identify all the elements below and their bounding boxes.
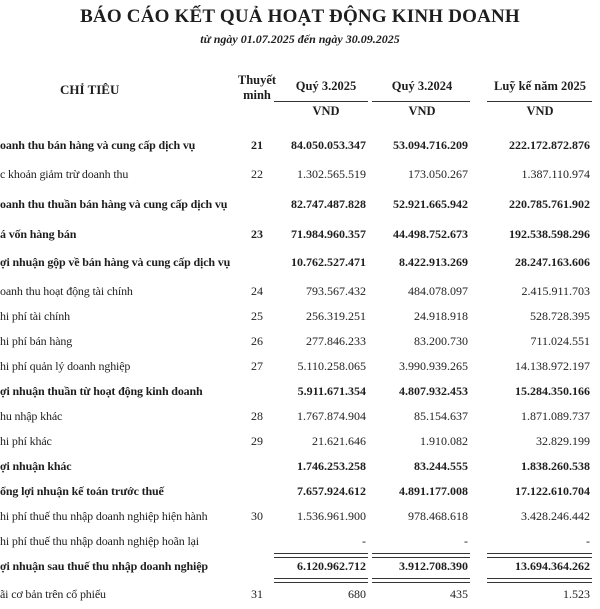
- value-ytd-2025: 13.694.364.262: [515, 559, 590, 573]
- value-ytd-2025: 711.024.551: [530, 334, 590, 348]
- report-title: BÁO CÁO KẾT QUẢ HOẠT ĐỘNG KINH DOANH: [80, 6, 520, 27]
- table-row: [0, 459, 600, 481]
- value-q3-2025: 256.319.251: [306, 309, 366, 323]
- double-rule: [274, 578, 368, 583]
- table-row: [0, 384, 600, 406]
- value-q3-2024: 85.154.637: [414, 409, 468, 423]
- table-row: [0, 167, 600, 189]
- double-rule: [274, 553, 368, 558]
- row-label: ợi nhuận khác: [0, 459, 72, 473]
- value-ytd-2025: 1.871.089.737: [521, 409, 590, 423]
- value-q3-2025: 5.110.258.065: [297, 359, 366, 373]
- unit-col2: VND: [408, 104, 436, 118]
- value-q3-2024: 435: [450, 587, 468, 601]
- table-row: [0, 334, 600, 356]
- row-label: oanh thu bán hàng và cung cấp dịch vụ: [0, 138, 196, 152]
- value-q3-2024: 8.422.913.269: [399, 255, 468, 269]
- value-q3-2024: 52.921.665.942: [393, 197, 468, 211]
- row-note: 28: [251, 409, 263, 423]
- value-q3-2024: 24.918.918: [414, 309, 468, 323]
- header-col-q3-2025: Quý 3.2025: [295, 79, 357, 93]
- value-ytd-2025: 15.284.350.166: [515, 384, 590, 398]
- table-row: [0, 587, 600, 609]
- row-label: ợi nhuận sau thuế thu nhập doanh nghiệp: [0, 559, 208, 573]
- row-label: ợi nhuận thuần từ hoạt động kinh doanh: [0, 384, 203, 398]
- value-q3-2024: -: [464, 534, 468, 548]
- header-note-line2: minh: [243, 88, 271, 102]
- row-note: 29: [251, 434, 263, 448]
- row-label: ợi nhuận gộp về bán hàng và cung cấp dịch vụ: [0, 255, 231, 269]
- value-ytd-2025: -: [586, 534, 590, 548]
- table-row: [0, 409, 600, 431]
- report-period: từ ngày 01.07.2025 đến ngày 30.09.2025: [200, 32, 400, 46]
- value-q3-2024: 3.912.708.390: [399, 559, 468, 573]
- row-note: 26: [251, 334, 263, 348]
- row-label: á vốn hàng bán: [0, 227, 77, 241]
- value-q3-2025: 1.302.565.519: [297, 167, 366, 181]
- value-q3-2024: 484.078.097: [408, 284, 468, 298]
- unit-col3: VND: [526, 104, 554, 118]
- header-note-line1: Thuyết: [237, 73, 277, 87]
- row-note: 25: [251, 309, 263, 323]
- value-q3-2025: 10.762.527.471: [291, 255, 366, 269]
- table-row: [0, 309, 600, 331]
- row-label: hi phí tài chính: [0, 309, 70, 323]
- value-ytd-2025: 32.829.199: [536, 434, 590, 448]
- unit-col1: VND: [312, 104, 340, 118]
- double-rule: [487, 578, 592, 583]
- row-label: hi phí quản lý doanh nghiệp: [0, 359, 131, 373]
- row-label: hi phí bán hàng: [0, 334, 73, 348]
- header-col-ytd-2025: Luỹ kế năm 2025: [493, 79, 587, 93]
- value-q3-2024: 53.094.716.209: [393, 138, 468, 152]
- value-ytd-2025: 1.387.110.974: [521, 167, 590, 181]
- value-ytd-2025: 14.138.972.197: [515, 359, 590, 373]
- value-q3-2024: 4.891.177.008: [399, 484, 468, 498]
- row-note: 31: [251, 587, 263, 601]
- value-q3-2024: 3.990.939.265: [399, 359, 468, 373]
- double-rule: [372, 553, 470, 558]
- value-ytd-2025: 220.785.761.902: [509, 197, 590, 211]
- value-ytd-2025: 528.728.395: [530, 309, 590, 323]
- table-row: [0, 509, 600, 531]
- double-rule: [372, 578, 470, 583]
- value-q3-2025: 1.746.253.258: [297, 459, 366, 473]
- value-ytd-2025: 2.415.911.703: [521, 284, 590, 298]
- row-label: oanh thu thuần bán hàng và cung cấp dịch vụ: [0, 197, 228, 211]
- table-row: [0, 255, 600, 277]
- header-indicator: CHỈ TIÊU: [60, 82, 120, 97]
- row-note: 23: [251, 227, 263, 241]
- value-ytd-2025: 222.172.872.876: [509, 138, 590, 152]
- row-label: hi phí thuế thu nhập doanh nghiệp hoãn lại: [0, 534, 199, 548]
- value-ytd-2025: 28.247.163.606: [515, 255, 590, 269]
- value-q3-2025: 84.050.053.347: [291, 138, 366, 152]
- value-q3-2024: 83.200.730: [414, 334, 468, 348]
- table-row: [0, 284, 600, 306]
- value-ytd-2025: 3.428.246.442: [521, 509, 590, 523]
- row-note: 30: [251, 509, 263, 523]
- value-ytd-2025: 192.538.598.296: [509, 227, 590, 241]
- double-rule: [487, 553, 592, 558]
- header-col-q3-2024: Quý 3.2024: [391, 79, 453, 93]
- table-row: [0, 227, 600, 249]
- table-row: [0, 434, 600, 456]
- row-label: hu nhập khác: [0, 409, 63, 423]
- value-q3-2024: 1.910.082: [420, 434, 468, 448]
- row-label: ãi cơ bản trên cổ phiếu: [0, 587, 106, 601]
- value-q3-2024: 173.050.267: [408, 167, 468, 181]
- row-note: 22: [251, 167, 263, 181]
- header-note: [232, 73, 282, 103]
- row-label: oanh thu hoạt động tài chính: [0, 284, 133, 298]
- row-label: ổng lợi nhuận kế toán trước thuế: [0, 484, 164, 498]
- value-q3-2025: 71.984.960.357: [291, 227, 366, 241]
- value-q3-2025: 793.567.432: [306, 284, 366, 298]
- value-q3-2025: 21.621.646: [312, 434, 366, 448]
- value-q3-2024: 44.498.752.673: [393, 227, 468, 241]
- header-underline: [487, 101, 592, 102]
- row-note: 27: [251, 359, 263, 373]
- table-row: [0, 138, 600, 160]
- table-row: [0, 359, 600, 381]
- value-q3-2025: -: [362, 534, 366, 548]
- value-q3-2025: 1.536.961.900: [297, 509, 366, 523]
- row-label: c khoản giảm trừ doanh thu: [0, 167, 129, 181]
- row-note: 21: [251, 138, 263, 152]
- value-q3-2024: 83.244.555: [414, 459, 468, 473]
- value-ytd-2025: 1.838.260.538: [521, 459, 590, 473]
- value-q3-2025: 1.767.874.904: [297, 409, 366, 423]
- header-underline: [274, 101, 368, 102]
- value-q3-2025: 680: [348, 587, 366, 601]
- value-ytd-2025: 17.122.610.704: [515, 484, 590, 498]
- value-q3-2025: 277.846.233: [306, 334, 366, 348]
- value-q3-2024: 4.807.932.453: [399, 384, 468, 398]
- header-underline: [372, 101, 470, 102]
- row-label: hi phí thuế thu nhập doanh nghiệp hiện hành: [0, 509, 208, 523]
- value-q3-2025: 5.911.671.354: [297, 384, 366, 398]
- value-q3-2025: 6.120.962.712: [297, 559, 366, 573]
- row-note: 24: [251, 284, 263, 298]
- value-q3-2025: 7.657.924.612: [297, 484, 366, 498]
- table-row: [0, 197, 600, 219]
- value-q3-2024: 978.468.618: [408, 509, 468, 523]
- table-row: [0, 484, 600, 506]
- value-ytd-2025: 1.523: [563, 587, 590, 601]
- row-label: hi phí khác: [0, 434, 52, 448]
- value-q3-2025: 82.747.487.828: [291, 197, 366, 211]
